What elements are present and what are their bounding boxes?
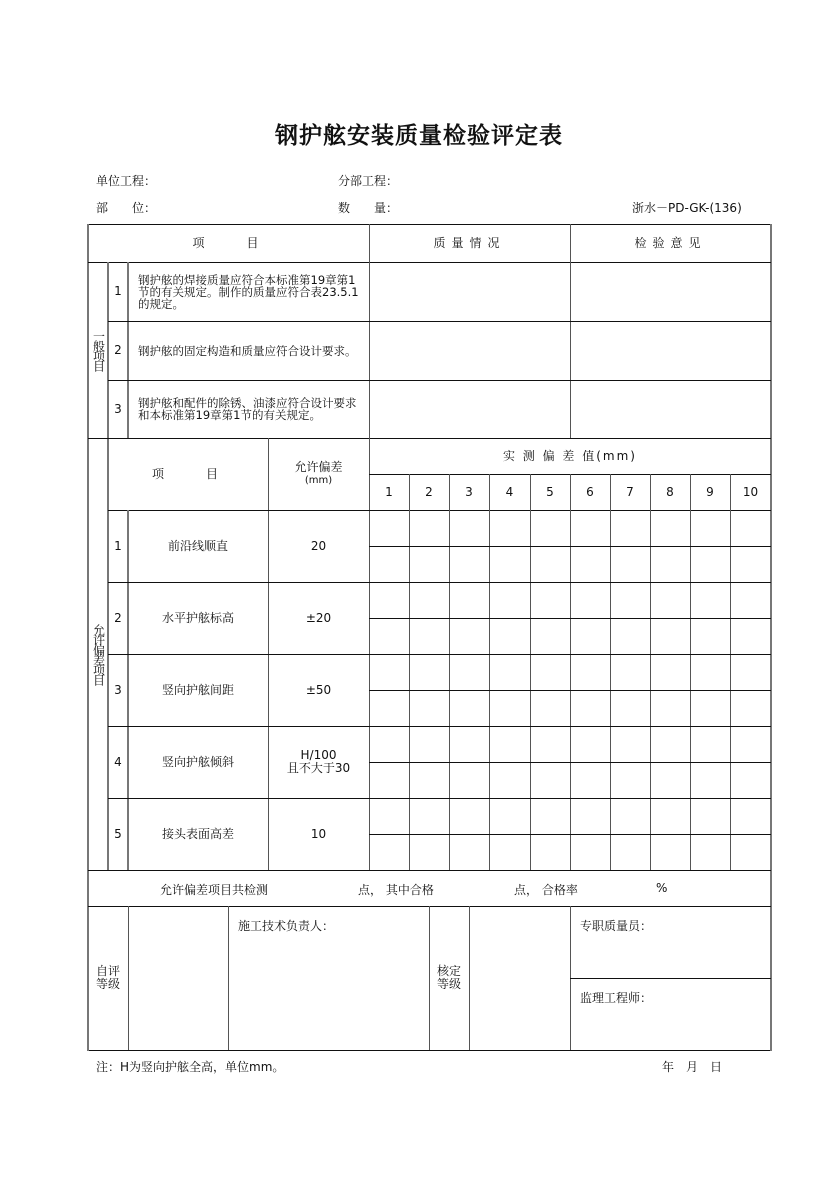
measured-value-cell[interactable] — [650, 546, 690, 582]
measured-value-cell[interactable] — [690, 582, 730, 618]
measured-value-cell[interactable] — [409, 798, 449, 834]
allowable-deviation-header — [268, 438, 369, 510]
measured-value-cell[interactable] — [489, 618, 530, 654]
measured-value-cell[interactable] — [570, 762, 610, 798]
measured-value-cell[interactable] — [489, 510, 530, 546]
measured-value-cell[interactable] — [730, 546, 771, 582]
measured-value-cell[interactable] — [690, 618, 730, 654]
self-grade-field[interactable] — [128, 906, 228, 1050]
divider — [228, 906, 229, 1050]
tolerance-item-name: 竖向护舷倾斜 — [161, 754, 234, 769]
measured-value-cell[interactable] — [650, 654, 690, 690]
measured-value-cell[interactable] — [690, 546, 730, 582]
footer-date: 年 月 日 — [662, 1060, 723, 1074]
self-grade-label: 自评等级 — [95, 964, 120, 991]
measured-value-cell[interactable] — [449, 618, 489, 654]
measured-value-cell[interactable] — [530, 726, 570, 762]
measured-value-cell[interactable] — [489, 546, 530, 582]
measured-value-cell[interactable] — [409, 582, 449, 618]
measured-value-cell[interactable] — [409, 546, 449, 582]
measured-value-cell[interactable] — [409, 762, 449, 798]
general-item-text: 钢护舷和配件的除锈、油漆应符合设计要求和本标准第19章第1节的有关规定。 — [138, 396, 357, 422]
allowable-deviation-value: ±50 — [305, 682, 332, 697]
measured-value-cell[interactable] — [449, 546, 489, 582]
measured-value-cell[interactable] — [610, 510, 650, 546]
measurement-column-header: 2 — [425, 484, 433, 499]
measured-value-cell[interactable] — [369, 798, 409, 834]
measured-value-cell[interactable] — [570, 726, 610, 762]
measured-value-cell[interactable] — [610, 726, 650, 762]
allowable-deviation-unit: (mm) — [304, 475, 333, 486]
divider — [570, 978, 771, 979]
measured-value-cell[interactable] — [730, 654, 771, 690]
sub-project-label: 分部工程： — [338, 174, 399, 188]
measured-value-cell[interactable] — [369, 582, 409, 618]
tolerance-item-name: 水平护舷标高 — [161, 610, 234, 625]
measured-value-cell[interactable] — [650, 690, 690, 726]
measured-value-cell[interactable] — [530, 654, 570, 690]
measured-value-cell[interactable] — [449, 690, 489, 726]
measured-value-cell[interactable] — [570, 834, 610, 870]
measured-value-cell[interactable] — [489, 690, 530, 726]
measurement-column-header: 6 — [586, 484, 594, 499]
measured-value-cell[interactable] — [369, 654, 409, 690]
measured-value-cell[interactable] — [690, 690, 730, 726]
general-item-opinion-field[interactable] — [570, 380, 771, 438]
measured-value-cell[interactable] — [570, 618, 610, 654]
measured-value-cell[interactable] — [690, 762, 730, 798]
allowable-deviation-value: ±20 — [305, 610, 332, 625]
general-item-quality-field[interactable] — [369, 380, 570, 438]
measured-value-cell[interactable] — [409, 726, 449, 762]
general-item-number: 3 — [114, 401, 122, 416]
measured-value-cell[interactable] — [530, 582, 570, 618]
allowable-deviation-value: 10 — [310, 826, 327, 841]
measured-value-cell[interactable] — [369, 726, 409, 762]
general-item-number: 1 — [114, 284, 122, 298]
quantity-label: 数 量： — [338, 201, 399, 215]
measured-value-cell[interactable] — [650, 798, 690, 834]
measured-value-cell[interactable] — [730, 618, 771, 654]
measured-value-cell[interactable] — [570, 798, 610, 834]
measured-value-cell[interactable] — [489, 726, 530, 762]
measured-value-cell[interactable] — [530, 762, 570, 798]
tolerance-item-name: 接头表面高差 — [161, 826, 234, 841]
measured-value-cell[interactable] — [570, 546, 610, 582]
measured-value-cell[interactable] — [449, 798, 489, 834]
table-border-bottom — [88, 1050, 771, 1051]
tolerance-item-number: 2 — [114, 610, 122, 625]
measurement-column-header: 3 — [465, 484, 473, 499]
measured-value-cell[interactable] — [409, 834, 449, 870]
measured-value-cell[interactable] — [690, 510, 730, 546]
measured-value-cell[interactable] — [369, 546, 409, 582]
measured-value-cell[interactable] — [449, 582, 489, 618]
allowable-deviation-label: 允许偏差 — [294, 460, 343, 474]
tolerance-item-name: 前沿线顺直 — [167, 538, 228, 553]
measurement-column-header: 7 — [626, 484, 634, 499]
measured-value-cell[interactable] — [530, 510, 570, 546]
measured-value-cell[interactable] — [610, 582, 650, 618]
measured-value-cell[interactable] — [409, 690, 449, 726]
measured-value-cell[interactable] — [730, 510, 771, 546]
measured-value-cell[interactable] — [449, 654, 489, 690]
measured-value-cell[interactable] — [690, 726, 730, 762]
page-title: 钢护舷安装质量检验评定表 — [275, 123, 563, 149]
construction-lead-label: 施工技术负责人： — [238, 919, 335, 933]
measured-value-cell[interactable] — [369, 834, 409, 870]
header-item: 项 目 — [192, 235, 265, 250]
measured-value-cell[interactable] — [610, 834, 650, 870]
measured-value-cell[interactable] — [650, 762, 690, 798]
measurement-column-header: 9 — [706, 484, 714, 499]
tolerance-item-number: 4 — [114, 754, 122, 769]
general-item-opinion-field[interactable] — [570, 321, 771, 380]
measured-value-cell[interactable] — [489, 834, 530, 870]
measured-value-cell[interactable] — [449, 726, 489, 762]
measured-value-cell[interactable] — [610, 798, 650, 834]
measurement-column-header: 4 — [505, 484, 514, 499]
general-item-number: 2 — [114, 343, 122, 357]
measured-value-cell[interactable] — [530, 546, 570, 582]
measured-value-cell[interactable] — [570, 690, 610, 726]
tolerance-group-label: 允许偏差项目 — [91, 624, 106, 684]
general-item-quality-field[interactable] — [369, 321, 570, 380]
measured-value-cell[interactable] — [730, 798, 771, 834]
measurement-column-header: 8 — [666, 484, 674, 499]
general-item-text: 钢护舷的固定构造和质量应符合设计要求。 — [138, 343, 357, 358]
measured-value-cell[interactable] — [690, 834, 730, 870]
measured-value-cell[interactable] — [570, 654, 610, 690]
general-item-opinion-field[interactable] — [570, 262, 771, 321]
summary-percent-sign: % — [656, 881, 668, 895]
general-item-text: 钢护舷的焊接质量应符合本标准第19章第1节的有关规定。制作的质量应符合表23.5.1的规定。 — [138, 272, 359, 311]
tolerance-item-number: 3 — [114, 682, 122, 697]
header-opinion: 检验意见 — [634, 235, 707, 250]
measured-value-cell[interactable] — [489, 762, 530, 798]
measured-value-cell[interactable] — [610, 762, 650, 798]
measured-value-cell[interactable] — [530, 834, 570, 870]
measured-value-cell[interactable] — [489, 582, 530, 618]
measurement-column-header: 5 — [546, 484, 554, 499]
summary-rate-label: 点， 合格率 — [514, 883, 578, 897]
tolerance-item-number: 5 — [114, 826, 122, 841]
approved-grade-label: 核定等级 — [436, 964, 461, 991]
measured-value-cell[interactable] — [650, 618, 690, 654]
divider — [88, 870, 771, 871]
measured-value-cell[interactable] — [610, 690, 650, 726]
footer-note: 注：H为竖向护舷全高，单位mm。 — [96, 1060, 285, 1074]
tolerance-item-number: 1 — [114, 538, 122, 553]
position-label: 部 位： — [96, 201, 157, 215]
header-quality: 质量情况 — [433, 235, 506, 250]
measurement-column-header: 10 — [742, 484, 759, 499]
measured-value-cell[interactable] — [610, 618, 650, 654]
allowable-deviation-value: 20 — [310, 538, 327, 553]
measured-value-cell[interactable] — [610, 546, 650, 582]
measured-value-cell[interactable] — [530, 690, 570, 726]
measured-value-cell[interactable] — [690, 798, 730, 834]
allowable-deviation-value: H/100 且不大于30 — [286, 748, 351, 775]
measured-value-cell[interactable] — [530, 798, 570, 834]
measured-value-cell[interactable] — [570, 510, 610, 546]
unit-project-label: 单位工程： — [96, 174, 157, 188]
measured-value-cell[interactable] — [489, 798, 530, 834]
measured-value-cell[interactable] — [369, 690, 409, 726]
measured-value-cell[interactable] — [730, 726, 771, 762]
measured-value-cell[interactable] — [449, 510, 489, 546]
general-item-quality-field[interactable] — [369, 262, 570, 321]
general-group-label: 一般项目 — [91, 330, 106, 370]
summary-total-label: 允许偏差项目共检测 — [160, 883, 269, 897]
measured-value-cell[interactable] — [369, 618, 409, 654]
measured-value-cell[interactable] — [730, 582, 771, 618]
measured-value-cell[interactable] — [730, 834, 771, 870]
measured-value-cell[interactable] — [650, 834, 690, 870]
form-code: 浙水－PD-GK-(136) — [632, 201, 742, 215]
measured-value-cell[interactable] — [730, 690, 771, 726]
measured-value-cell[interactable] — [730, 762, 771, 798]
approved-grade-field[interactable] — [469, 906, 570, 1050]
measurement-column-header: 1 — [385, 484, 393, 499]
tolerance-item-name: 竖向护舷间距 — [161, 682, 234, 697]
tolerance-item-header: 项 目 — [151, 466, 224, 481]
measured-value-cell[interactable] — [650, 510, 690, 546]
measured-value-cell[interactable] — [570, 582, 610, 618]
measured-value-cell[interactable] — [369, 762, 409, 798]
measured-value-cell[interactable] — [409, 510, 449, 546]
measured-value-cell[interactable] — [409, 618, 449, 654]
measured-value-cell[interactable] — [449, 834, 489, 870]
measured-value-cell[interactable] — [650, 726, 690, 762]
measured-deviation-header: 实 测 偏 差 值(mm) — [502, 448, 637, 463]
measured-value-cell[interactable] — [650, 582, 690, 618]
measured-value-cell[interactable] — [369, 510, 409, 546]
measured-value-cell[interactable] — [610, 654, 650, 690]
measured-value-cell[interactable] — [449, 762, 489, 798]
supervisor-label: 监理工程师： — [580, 991, 653, 1005]
measured-value-cell[interactable] — [530, 618, 570, 654]
measured-value-cell[interactable] — [409, 654, 449, 690]
quality-officer-label: 专职质量员： — [580, 919, 653, 933]
summary-passed-label: 点， 其中合格 — [358, 883, 434, 897]
measured-value-cell[interactable] — [690, 654, 730, 690]
measured-value-cell[interactable] — [489, 654, 530, 690]
